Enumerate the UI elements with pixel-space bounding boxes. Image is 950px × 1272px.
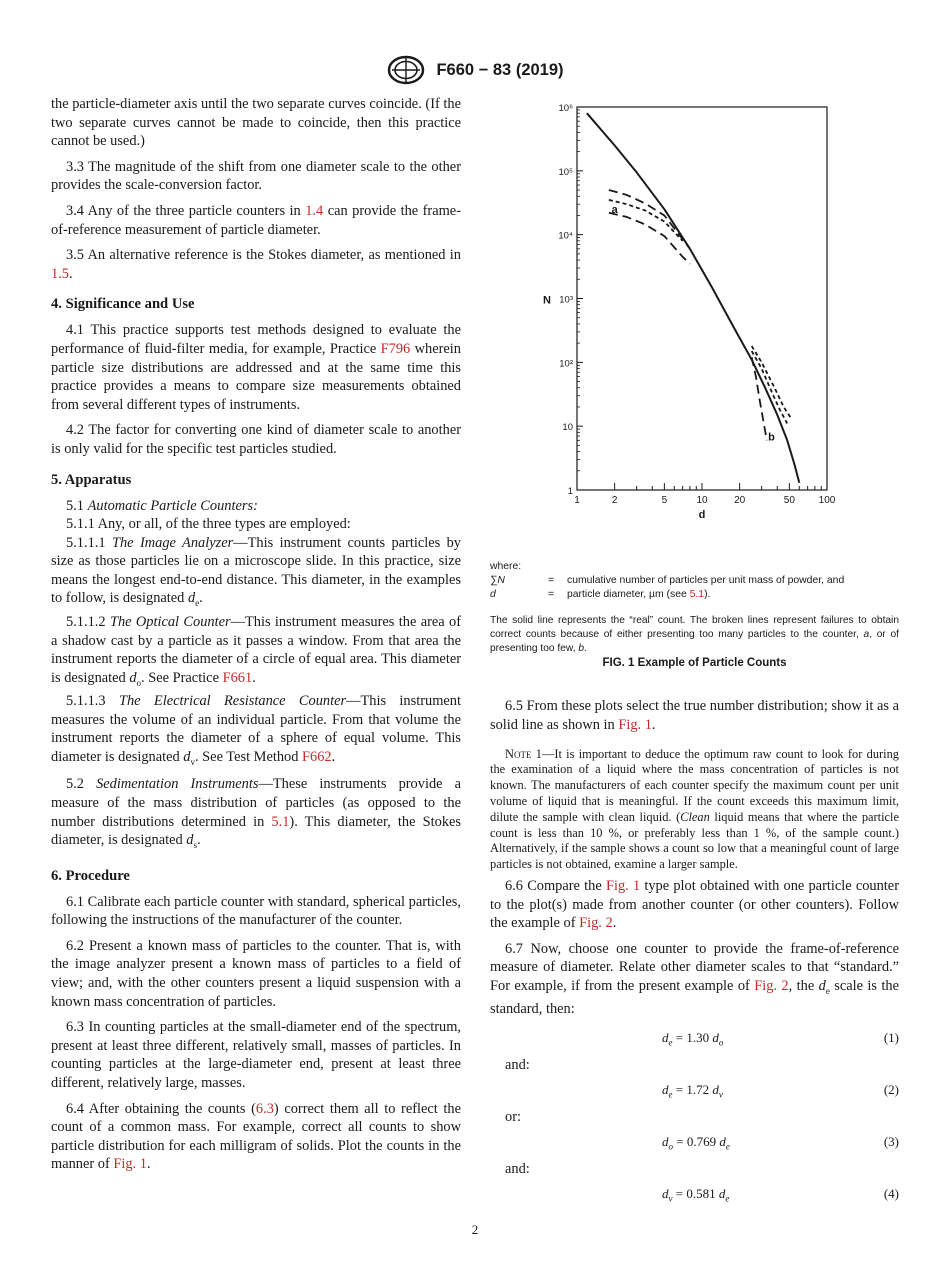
page-header: [0, 55, 950, 85]
link-6-3[interactable]: 6.3: [255, 1100, 274, 1117]
paragraph-6-7: 6.7 Now, choose one counter to provide the frame-of-reference measure of diameter. Relate other diameter scales to that “standard.” For example, if from the present example of Fig. 2, the $d_e$ scale is the standard, then:: [490, 940, 900, 1018]
paragraph-5-1-1-2: 5.1.1.2 The Optical Counter—This instrument measures the area of a shadow cast by a particle as it passes a window. From that area the instrument reports the diameter of a circle of equal area. This diameter is designated $d_o$. See Practice F661.: [51, 613, 461, 688]
plot-frame: [577, 107, 827, 490]
annotation-b: b: [768, 431, 775, 444]
x-tick-label: 1: [574, 495, 580, 506]
x-tick-label: 20: [734, 495, 746, 506]
x-tick-label: 5: [661, 495, 668, 506]
y-tick-label: 10: [562, 422, 573, 434]
y-tick-label: 10⁶: [558, 103, 573, 114]
link-f796[interactable]: F796: [380, 340, 411, 357]
document-id: F660 − 83 (2019): [436, 60, 564, 79]
equation-number: (1): [883, 1029, 899, 1045]
equation-number: (2): [883, 1081, 899, 1097]
heading-apparatus: 5. Apparatus: [51, 471, 132, 488]
definition-equals: =: [548, 575, 555, 586]
series-line-4: [752, 346, 792, 419]
series-line-0: [587, 113, 799, 483]
definition-text: cumulative number of particles per unit mass of powder, and: [567, 575, 845, 586]
heading-significance: 4. Significance and Use: [51, 296, 195, 313]
equation-number: (4): [883, 1185, 899, 1201]
definition-table: [490, 574, 844, 602]
definition-symbol: ∑N: [490, 575, 505, 586]
y-tick-label: 10³: [559, 294, 573, 306]
paragraph-5-1: 5.1 Automatic Particle Counters:: [66, 497, 258, 514]
x-tick-label: 10: [696, 495, 708, 506]
paragraph-4-2: 4.2 The factor for converting one kind of diameter scale to another is only valid for the specific test particles studied.: [51, 422, 461, 457]
link-1-5[interactable]: 1.5: [51, 265, 69, 282]
paragraph-6-6: 6.6 Compare the Fig. 1 type plot obtained with one particle counter to the plot(s) made from another counter (or other counters). Follow the example of Fig. 2.: [490, 877, 899, 932]
equation-number: (3): [883, 1133, 899, 1149]
link-5-1-figure[interactable]: 5.1: [689, 589, 705, 600]
definition-text: particle diameter, µm (see 5.1).: [567, 589, 711, 600]
paragraph-5-1-1-3: 5.1.1.3 The Electrical Resistance Counter—This instrument measures the volume of an individual particle. From that volume the instrument reports the diameter of a sphere of equal volume. This diameter is designated $d_v$. See Test Method F662.: [51, 693, 461, 767]
left-column: [51, 95, 461, 1181]
series-line-1: [609, 190, 690, 249]
x-tick-label: 100: [818, 495, 836, 506]
particle-count-chart: [490, 95, 899, 535]
y-axis-label: N: [543, 294, 551, 307]
where-label: where:: [490, 561, 522, 572]
equation-4: $d_v = 0.581$ $d_e$ (4): [662, 1185, 899, 1204]
series-line-3: [609, 213, 690, 264]
paragraph-6-1: 6.1 Calibrate each particle counter with standard, spherical particles, following the instructions of the manufacturer of the counter.: [51, 893, 461, 929]
figure-1: [490, 95, 899, 560]
x-tick-label: 50: [783, 495, 795, 506]
link-f662[interactable]: F662: [302, 748, 332, 765]
paragraph-3-3: 3.3 The magnitude of the shift from one diameter scale to the other provides the scale-conversion factor.: [51, 158, 461, 194]
connector-and: and:: [505, 1160, 530, 1177]
equation-1: $d_e = 1.30$ $d_o$ (1): [662, 1029, 899, 1048]
right-column: [490, 95, 899, 1208]
x-tick-label: 2: [611, 495, 618, 506]
link-fig-2[interactable]: Fig. 2: [754, 977, 789, 994]
page-number: 2: [471, 1222, 479, 1237]
figure-legend: [490, 560, 899, 602]
paragraph-4-1: 4.1 This practice supports test methods designed to evaluate the performance of fluid-filter media, for example, Practice F796 wherein particle size distributions are addressed and at the same time this practice provides a means to compare size measurements obtained from several different types of instruments.: [51, 322, 461, 413]
equation-2: $d_e = 1.72$ $d_v$ (2): [662, 1081, 899, 1100]
paragraph-6-2: 6.2 Present a known mass of particles to the counter. That is, with the image analyzer present a known mass of particles to a field of view; and, with the other counters present a liquid suspension with a known mass concentration of particles.: [51, 937, 461, 1010]
definition-row: [490, 588, 844, 602]
paragraph-6-3: 6.3 In counting particles at the small-diameter end of the spectrum, present at least three different, relatively small, masses of particles. In counting particles at the large-diameter end, present at least three different, relatively large, masses.: [51, 1019, 461, 1092]
y-tick-label: 10⁵: [558, 166, 573, 178]
link-fig-1[interactable]: Fig. 1: [113, 1156, 147, 1173]
link-f661[interactable]: F661: [222, 669, 253, 686]
link-1-4[interactable]: 1.4: [305, 202, 324, 219]
link-fig-1[interactable]: Fig. 1: [605, 877, 641, 894]
definition-row: [490, 574, 844, 588]
y-tick-label: 1: [567, 486, 573, 497]
astm-logo-icon: [386, 55, 426, 85]
series-line-6: [752, 357, 767, 440]
paragraph-3-4: 3.4 Any of the three particle counters in 1.4 can provide the frame-of-reference measurement of particle diameter.: [51, 202, 461, 238]
paragraph-5-1-1-1: 5.1.1.1 The Image Analyzer—This instrument counts particles by size as those particles lie on a microscope slide. In this practice, size means the longest end-to-end distance. This diameter, in the examples to follow, is designated $d_e$.: [51, 534, 461, 609]
y-tick-label: 10²: [559, 358, 573, 370]
link-fig-1[interactable]: Fig. 1: [618, 716, 652, 733]
annotation-a: a: [611, 203, 618, 216]
note-1: Note 1—It is important to deduce the optimum raw count to look for during the examination of a liquid where the mass concentration of particles is not known. The manufacturers of each counter specify the maximum count per unit volume of liquid that is meaningful. If the count exceeds this maximum limit, dilute the sample with clean liquid. (Clean liquid means that where the particle count is less than 10 %, or preferably less than 1 %, of the sample count.) Alternatively, if the sample shows a count so low that a meaningful count of large particles is not obtained, examine a larger sample.: [490, 746, 899, 872]
paragraph-5-2: 5.2 Sedimentation Instruments—These instruments provide a measure of the mass distribution of particles (as opposed to the number distributions determined in 5.1). This diameter, the Stokes diameter, is designated $d_s$.: [51, 776, 462, 851]
x-axis-label: d: [698, 509, 706, 521]
paragraph-5-1-1: 5.1.1 Any, or all, of the three types are employed:: [66, 516, 351, 533]
paragraph-3-5: 3.5 An alternative reference is the Stokes diameter, as mentioned in 1.5.: [51, 247, 461, 282]
heading-procedure: 6. Procedure: [51, 867, 130, 884]
paragraph-6-5: 6.5 From these plots select the true number distribution; show it as a solid line as shown in Fig. 1.: [490, 698, 899, 733]
link-5-1[interactable]: 5.1: [271, 813, 290, 830]
y-tick-label: 10⁴: [558, 230, 573, 242]
connector-and: and:: [505, 1056, 530, 1073]
equation-3: $d_o = 0.769$ $d_e$ (3): [662, 1133, 899, 1152]
definition-symbol: d: [490, 589, 496, 600]
paragraph-6-4: 6.4 After obtaining the counts (6.3) correct them all to reflect the count of a common mass. For example, correct all counts to show particle distribution for each milligram of solids. Plot the counts in the manner of Fig. 1.: [51, 1100, 461, 1173]
figure-caption: FIG. 1 Example of Particle Counts: [602, 657, 787, 670]
paragraph-continuation: the particle-diameter axis until the two separate curves coincide. (If the two separate curves cannot be made to coincide, then this practice cannot be used.): [51, 96, 461, 150]
link-fig-2[interactable]: Fig. 2: [579, 915, 613, 932]
figure-note: The solid line represents the “real” count. The broken lines represent failures to obtain correct counts because of either presenting too many particles to the counter, a, or of presenting too few, b.: [490, 615, 900, 654]
definition-equals: =: [548, 589, 555, 600]
connector-or: or:: [505, 1108, 521, 1125]
